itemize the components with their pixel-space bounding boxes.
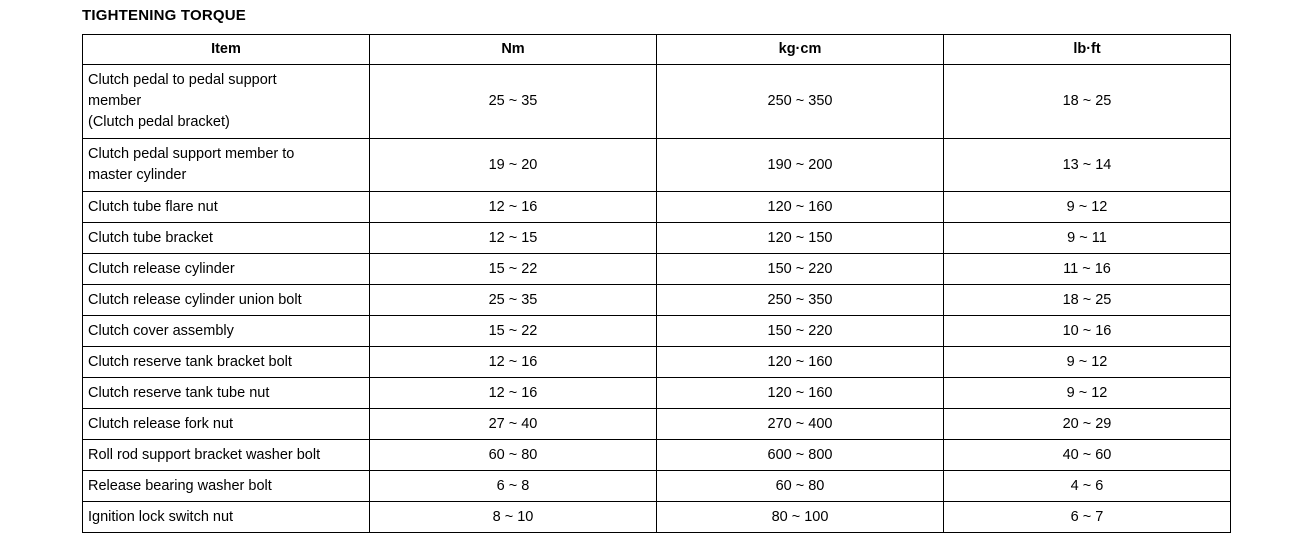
kgcm-cell: 120 ~ 160 xyxy=(657,192,944,223)
table-row xyxy=(83,192,1231,223)
lbft-cell: 18 ~ 25 xyxy=(944,285,1231,316)
item-line: member xyxy=(88,93,142,109)
table-row xyxy=(83,378,1231,409)
table-row xyxy=(83,285,1231,316)
lbft-cell: 4 ~ 6 xyxy=(944,471,1231,502)
nm-cell: 8 ~ 10 xyxy=(370,502,657,533)
table-header-row xyxy=(83,35,1231,65)
item-line: Clutch pedal support member to xyxy=(88,146,295,162)
nm-cell: 60 ~ 80 xyxy=(370,440,657,471)
table-row xyxy=(83,254,1231,285)
nm-cell: 12 ~ 16 xyxy=(370,378,657,409)
nm-cell: 12 ~ 15 xyxy=(370,223,657,254)
item-cell: Clutch tube flare nut xyxy=(83,192,370,223)
kgcm-cell: 250 ~ 350 xyxy=(657,285,944,316)
item-cell xyxy=(83,65,370,139)
kgcm-cell: 150 ~ 220 xyxy=(657,316,944,347)
nm-cell: 15 ~ 22 xyxy=(370,316,657,347)
item-cell: Clutch release fork nut xyxy=(83,409,370,440)
nm-cell: 15 ~ 22 xyxy=(370,254,657,285)
table-row xyxy=(83,316,1231,347)
item-cell: Roll rod support bracket washer bolt xyxy=(83,440,370,471)
kgcm-cell: 60 ~ 80 xyxy=(657,471,944,502)
nm-cell: 19 ~ 20 xyxy=(370,139,657,192)
lbft-cell: 13 ~ 14 xyxy=(944,139,1231,192)
lbft-cell: 40 ~ 60 xyxy=(944,440,1231,471)
lbft-cell: 9 ~ 12 xyxy=(944,192,1231,223)
kgcm-cell: 150 ~ 220 xyxy=(657,254,944,285)
nm-cell: 12 ~ 16 xyxy=(370,192,657,223)
item-line: master cylinder xyxy=(88,167,187,183)
kgcm-cell: 600 ~ 800 xyxy=(657,440,944,471)
table-row xyxy=(83,223,1231,254)
nm-cell: 27 ~ 40 xyxy=(370,409,657,440)
item-line: Clutch pedal to pedal support xyxy=(88,72,277,88)
nm-cell: 6 ~ 8 xyxy=(370,471,657,502)
item-cell: Clutch tube bracket xyxy=(83,223,370,254)
item-cell: Release bearing washer bolt xyxy=(83,471,370,502)
table-row xyxy=(83,471,1231,502)
table-row xyxy=(83,502,1231,533)
item-cell: Clutch release cylinder xyxy=(83,254,370,285)
lbft-cell: 6 ~ 7 xyxy=(944,502,1231,533)
lbft-cell: 9 ~ 11 xyxy=(944,223,1231,254)
kgcm-cell: 190 ~ 200 xyxy=(657,139,944,192)
lbft-cell: 10 ~ 16 xyxy=(944,316,1231,347)
table-row xyxy=(83,440,1231,471)
item-cell: Clutch reserve tank bracket bolt xyxy=(83,347,370,378)
kgcm-cell: 120 ~ 160 xyxy=(657,378,944,409)
header-kgcm: kg·cm xyxy=(657,35,944,65)
table-row xyxy=(83,139,1231,192)
kgcm-cell: 120 ~ 150 xyxy=(657,223,944,254)
table-row xyxy=(83,409,1231,440)
header-item: Item xyxy=(83,35,370,65)
torque-table xyxy=(82,34,1231,533)
lbft-cell: 11 ~ 16 xyxy=(944,254,1231,285)
item-cell xyxy=(83,139,370,192)
lbft-cell: 20 ~ 29 xyxy=(944,409,1231,440)
kgcm-cell: 250 ~ 350 xyxy=(657,65,944,139)
lbft-cell: 18 ~ 25 xyxy=(944,65,1231,139)
item-line: (Clutch pedal bracket) xyxy=(88,114,230,130)
lbft-cell: 9 ~ 12 xyxy=(944,378,1231,409)
item-cell: Clutch release cylinder union bolt xyxy=(83,285,370,316)
lbft-cell: 9 ~ 12 xyxy=(944,347,1231,378)
header-nm: Nm xyxy=(370,35,657,65)
header-lbft: lb·ft xyxy=(944,35,1231,65)
nm-cell: 12 ~ 16 xyxy=(370,347,657,378)
kgcm-cell: 270 ~ 400 xyxy=(657,409,944,440)
item-cell: Clutch reserve tank tube nut xyxy=(83,378,370,409)
kgcm-cell: 80 ~ 100 xyxy=(657,502,944,533)
item-cell: Clutch cover assembly xyxy=(83,316,370,347)
nm-cell: 25 ~ 35 xyxy=(370,285,657,316)
table-row xyxy=(83,347,1231,378)
page-title: TIGHTENING TORQUE xyxy=(82,7,246,24)
table-row xyxy=(83,65,1231,139)
item-cell: Ignition lock switch nut xyxy=(83,502,370,533)
nm-cell: 25 ~ 35 xyxy=(370,65,657,139)
kgcm-cell: 120 ~ 160 xyxy=(657,347,944,378)
